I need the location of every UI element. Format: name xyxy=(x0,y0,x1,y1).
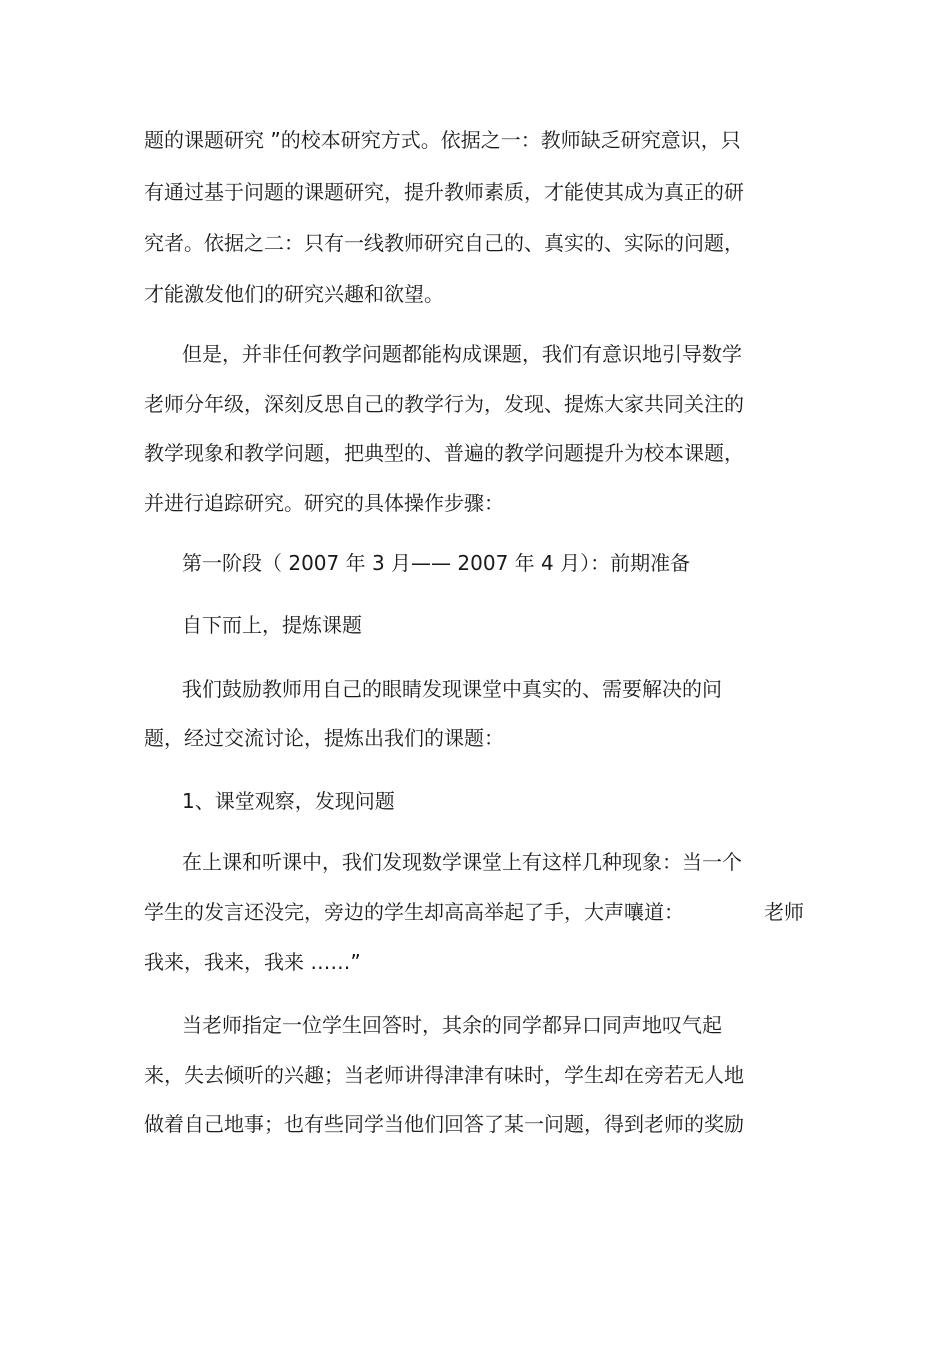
paragraph-segment: 学生的发言还没完，旁边的学生却高高举起了手，大声嚷道： xyxy=(144,900,684,924)
paragraph-segment: 老师 xyxy=(764,900,804,924)
paragraph-line: 才能激发他们的研究兴趣和欲望。 xyxy=(144,282,444,306)
paragraph-line: 做着自己地事；也有些同学当他们回答了某一问题，得到老师的奖励 xyxy=(144,1112,744,1136)
paragraph-line: 题，经过交流讨论，提炼出我们的课题： xyxy=(144,726,504,750)
paragraph-line: 有通过基于问题的课题研究，提升教师素质，才能使其成为真正的研 xyxy=(144,180,744,204)
paragraph-line: 究者。依据之二：只有一线教师研究自己的、真实的、实际的问题， xyxy=(144,231,744,255)
paragraph-line: 在上课和听课中，我们发现数学课堂上有这样几种现象：当一个 xyxy=(182,850,742,874)
paragraph-line: 来，失去倾听的兴趣；当老师讲得津津有味时，学生却在旁若无人地 xyxy=(144,1063,744,1087)
paragraph-line: 我们鼓励教师用自己的眼睛发现课堂中真实的、需要解决的问 xyxy=(182,677,722,701)
paragraph-line: 教学现象和教学问题，把典型的、普遍的教学问题提升为校本课题， xyxy=(144,441,744,465)
paragraph-line: 题的课题研究 ”的校本研究方式。依据之一：教师缺乏研究意识，只 xyxy=(144,128,741,152)
stage-heading: 第一阶段（ 2007 年 3 月—— 2007 年 4 月）：前期准备 xyxy=(182,551,691,575)
numbered-heading: 1、课堂观察，发现问题 xyxy=(182,789,395,813)
paragraph-line: 老师分年级，深刻反思自己的教学行为，发现、提炼大家共同关注的 xyxy=(144,392,744,416)
paragraph-line: 并进行追踪研究。研究的具体操作步骤： xyxy=(144,491,504,515)
paragraph-line: 当老师指定一位学生回答时，其余的同学都异口同声地叹气起 xyxy=(182,1013,722,1037)
paragraph-line: 我来，我来，我来 ……” xyxy=(144,950,361,974)
paragraph-line: 但是，并非任何教学问题都能构成课题，我们有意识地引导数学 xyxy=(182,342,742,366)
section-heading: 自下而上，提炼课题 xyxy=(182,613,362,637)
paragraph-line-with-gap xyxy=(144,900,808,924)
